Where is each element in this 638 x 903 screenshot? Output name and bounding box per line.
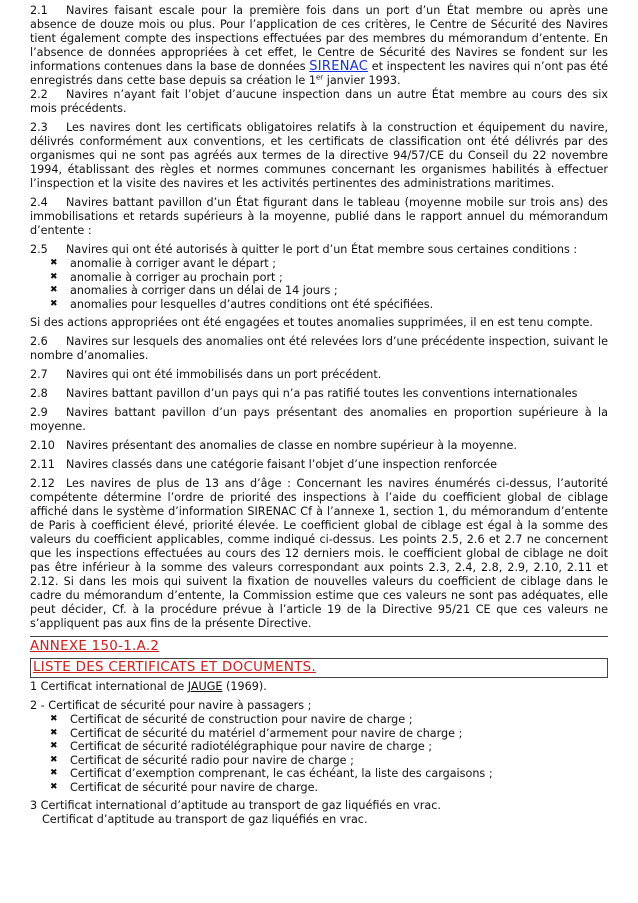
section-2-8 <box>30 387 608 401</box>
list-item: ✖ anomalies pour lesquelles d’autres conditions ont été spécifiées. <box>50 297 434 311</box>
cross-bullet-icon: ✖ <box>50 781 58 792</box>
section-number: 2.5 <box>30 243 48 256</box>
superscript: er <box>315 73 324 82</box>
section-text-cont: et inspectent les navires qui n’ont pas été enregistrés dans cette base depuis sa création le 1 <box>30 60 609 87</box>
section-text: Navires présentant des anomalies de classe en nombre supérieur à la moyenne. <box>66 439 517 452</box>
cross-bullet-icon: ✖ <box>50 298 58 309</box>
cross-bullet-icon: ✖ <box>50 768 58 778</box>
section-text: Navires qui ont été immobilisés dans un port précédent. <box>66 368 382 381</box>
section-number: 2.2 <box>30 88 48 101</box>
section-number: 2.8 <box>30 387 48 400</box>
section-number: 2.1 <box>30 4 48 17</box>
section-number: 2.9 <box>30 406 48 419</box>
list-item: ✖ Certificat de sécurité pour navire de charge. <box>50 780 319 794</box>
cross-bullet-icon: ✖ <box>50 714 58 724</box>
certificates-sublist <box>30 713 608 794</box>
section-number: 2.11 <box>30 458 55 471</box>
section-text: Navires battant pavillon d’un pays présentant des anomalies en proportion supérieure à la moyenne. <box>30 406 608 433</box>
cross-bullet-icon: ✖ <box>50 754 58 765</box>
note-paragraph: Si des actions appropriées ont été engagées et toutes anomalies supprimées, il en est tenu compte. <box>30 316 593 329</box>
cross-bullet-icon: ✖ <box>50 741 58 751</box>
section-2-4 <box>30 196 608 238</box>
certificate-1: 1 Certificat international de JAUGE (1969). <box>30 680 267 693</box>
section-number: 2.10 <box>30 439 55 452</box>
section-2-9 <box>30 406 608 434</box>
section-2-6 <box>30 335 608 363</box>
section-number: 2.12 <box>30 477 55 490</box>
document-page <box>30 4 608 827</box>
section-number: 2.4 <box>30 196 48 209</box>
section-text: Navires classés dans une catégorie faisant l’objet d’une inspection renforcée <box>66 458 498 471</box>
jauge-link[interactable]: JAUGE <box>187 680 223 693</box>
section-text: Navires qui ont été autorisés à quitter le port d’un État membre sous certaines conditions : <box>66 243 578 256</box>
section-text: Navires n’ayant fait l’objet d’aucune inspection dans un autre État membre au cours des six mois précédents. <box>30 88 608 115</box>
certificate-2-title: 2 - Certificat de sécurité pour navire à passagers ; <box>30 699 312 712</box>
section-text: Les navires dont les certificats obligatoires relatifs à la construction et équipement du navire, délivrés conformément aux conventions, et les certificats de classification ont été délivrés par des organismes qui ne sont pas agréés aux termes de la directive 94/57/CE du Conseil du 22 novembre 1994, établissant des règles et normes communes concernant les organismes habilités à effectuer l’inspection et la visite des navires et les activités pertinentes des administrations maritimes. <box>30 121 608 190</box>
section-number: 2.7 <box>30 368 48 381</box>
cross-bullet-icon: ✖ <box>50 271 58 282</box>
list-item: ✖ anomalie à corriger au prochain port ; <box>50 270 283 284</box>
section-number: 2.3 <box>30 121 48 134</box>
section-text: Les navires de plus de 13 ans d’âge : Concernant les navires énumérés ci-dessus, l’autorité compétente détermine l’ordre de priorité des inspections à l’aide du coefficient global de ciblage affiché dans le système d’information SIRENAC Cf à l’annexe 1, section 1, du mémorandum d’entente de Paris à coefficient élevé, priorité élevée. Le coefficient global de ciblage est égal à la somme des valeurs du coefficient applicables, comme indiqué ci-dessus. Les points 2.5, 2.6 et 2.7 ne concernent que les inspections effectuées au cours des 12 derniers mois. le coefficient global de ciblage ne doit pas être inférieur à la somme des valeurs correspondant aux points 2.3, 2.4, 2.8, 2.9, 2.10, 2.11 et 2.12. Si dans les mois qui suivent la fixation de nouvelles valeurs du coefficient de ciblage dans le cadre du mémorandum d’entente, la Commission estime que ces valeurs ne sont pas adéquates, elle peut décider, Cf. à la procédure prévue à l’article 19 de la Directive 95/21 CE que ces valeurs ne s’appliquent pas aux fins de la présente Directive. <box>30 477 608 630</box>
section-2-11 <box>30 458 608 472</box>
section-text-end: janvier 1993. <box>326 74 401 87</box>
section-number: 2.6 <box>30 335 48 348</box>
cross-bullet-icon: ✖ <box>50 727 58 738</box>
list-item: ✖ Certificat d’exemption comprenant, le cas échéant, la liste des cargaisons ; <box>50 767 493 780</box>
section-text: Navires sur lesquels des anomalies ont été relevées lors d’une précédente inspection, suivant le nombre d’anomalies. <box>30 335 608 362</box>
certificate-3 <box>30 799 608 827</box>
list-item: ✖ anomalies à corriger dans un délai de 14 jours ; <box>50 284 338 297</box>
section-text: Navires faisant escale pour la première fois dans un port d’un État membre ou après une absence de douze mois ou plus. Pour l’application de ces critères, le Centre de Sécurité des Navires tient également compte des inspections effectuées par des membres du mémorandum d’entente. En l’absence de données appropriées à cet effet, le Centre de Sécurité des Navires se fondent sur les informations contenues dans la base de données <box>30 4 608 73</box>
list-item: ✖ Certificat de sécurité radio pour navire de charge ; <box>50 753 354 767</box>
certificate-3-line-1: 3 Certificat international d’aptitude au transport de gaz liquéfiés en vrac. <box>30 799 441 812</box>
list-item: ✖ Certificat de sécurité de construction pour navire de charge ; <box>50 713 413 726</box>
cross-bullet-icon: ✖ <box>50 285 58 295</box>
list-item: ✖ Certificat de sécurité radiotélégraphique pour navire de charge ; <box>50 740 433 753</box>
section-2-7 <box>30 368 608 382</box>
section-2-10 <box>30 439 608 453</box>
sirenac-link[interactable]: SIRENAC <box>309 59 369 74</box>
section-2-5 <box>30 243 608 311</box>
list-item: ✖ Certificat de sécurité du matériel d’armement pour navire de charge ; <box>50 726 463 740</box>
cross-bullet-icon: ✖ <box>50 258 58 268</box>
certificate-2 <box>30 699 608 794</box>
conditions-list <box>30 257 608 311</box>
certificates-list-heading: LISTE DES CERTIFICATS ET DOCUMENTS. <box>30 658 608 678</box>
section-2-2 <box>30 88 608 116</box>
certificate-3-line-2: Certificat d’aptitude au transport de gaz liquéfiés en vrac. <box>42 813 368 826</box>
section-2-3 <box>30 121 608 191</box>
section-text: Navires battant pavillon d’un État figurant dans le tableau (moyenne mobile sur trois ans) des immobilisations et retards supérieurs à la moyenne, publié dans le rapport annuel du mémorandum d’entente : <box>30 196 608 237</box>
annexe-heading: ANNEXE 150-1.A.2 <box>30 636 608 655</box>
list-item: ✖ anomalie à corriger avant le départ ; <box>50 257 277 270</box>
section-text: Navires battant pavillon d’un pays qui n’a pas ratifié toutes les conventions internationales <box>66 387 578 400</box>
section-2-12 <box>30 477 608 631</box>
section-2-1 <box>30 4 608 88</box>
